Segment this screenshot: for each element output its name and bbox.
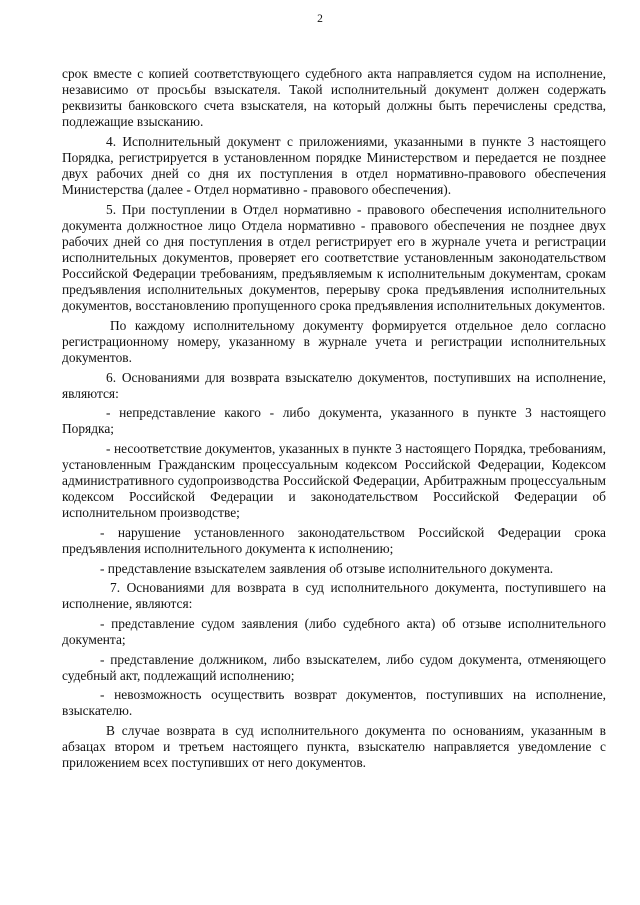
list-item-withdrawal-request: - представление взыскателем заявления об отзыве исполнительного документа. (100, 560, 554, 576)
list-item-missing-document: - непредставление какого - либо документа, указанного в пункте 3 настоящего Порядка; (62, 405, 606, 437)
paragraph-item-4: 4. Исполнительный документ с приложениями, указанными в пункте 3 настоящего Порядка, регистрируется в установленном порядке Министерством и передается не позднее двух рабочих дней со дня их поступления в отдел нормативно-правового обеспечения Министерства (далее - Отдел нормативно - правового обеспечения). (62, 133, 606, 198)
list-item-return-impossible: - невозможность осуществить возврат документов, поступивших на исполнение, взыскателю. (62, 687, 606, 719)
paragraph-return-notice: В случае возврата в суд исполнительного документа по основаниям, указанным в абзацах втором и третьем настоящего пункта, взыскателю направляется уведомление с приложением всех поступивших от него документов. (62, 723, 606, 771)
paragraph-case-file: По каждому исполнительному документу формируется отдельное дело согласно регистрационному номеру, указанному в журнале учета и регистрации исполнительных документов. (62, 317, 606, 366)
list-item-annulment: - представление должником, либо взыскателем, либо судом документа, отменяющего судебный акт, подлежащий исполнению; (62, 651, 606, 683)
paragraph-continuation: срок вместе с копией соответствующего судебного акта направляется судом на исполнение, независимо от просьбы взыскателя. Такой исполнительный документ должен содержать реквизиты банковского счета взыскателя, на который должны быть перечислены средства, подлежащие взысканию. (62, 66, 606, 130)
paragraph-item-7: 7. Основаниями для возврата в суд исполнительного документа, поступившего на исполнение, являются: (62, 580, 606, 612)
page-number: 2 (317, 13, 323, 25)
paragraph-item-6: 6. Основаниями для возврата взыскателю документов, поступивших на исполнение, являются: (62, 369, 606, 401)
list-item-deadline-violation: - нарушение установленного законодательством Российской Федерации срока предъявления исполнительного документа к исполнению; (62, 525, 606, 557)
list-item-court-withdrawal: - представление судом заявления (либо судебного акта) об отзыве исполнительного документа; (62, 616, 606, 648)
paragraph-item-5: 5. При поступлении в Отдел нормативно - правового обеспечения исполнительного документа должностное лицо Отдела нормативно - правового обеспечения не позднее двух рабочих дней со дня поступления в отдел регистрирует его в журнале учета и регистрации исполнительных документов, проверяет его соответствие установленным законодательством Российской Федерации требованиям, предъявляемым к исполнительным документам, срокам предъявления исполнительных документов, перерыву срока предъявления исполнительных документов, восстановлению пропущенного срока предъявления исполнительных документов. (62, 201, 606, 314)
list-item-nonconformity: - несоответствие документов, указанных в пункте 3 настоящего Порядка, требованиям, установленным Гражданским процессуальным кодексом Российской Федерации, Кодексом административного судопроизводства Российской Федерации, Арбитражным процессуальным кодексом Российской Федерации и законодательством Российской Федерации об исполнительном производстве; (62, 441, 606, 521)
